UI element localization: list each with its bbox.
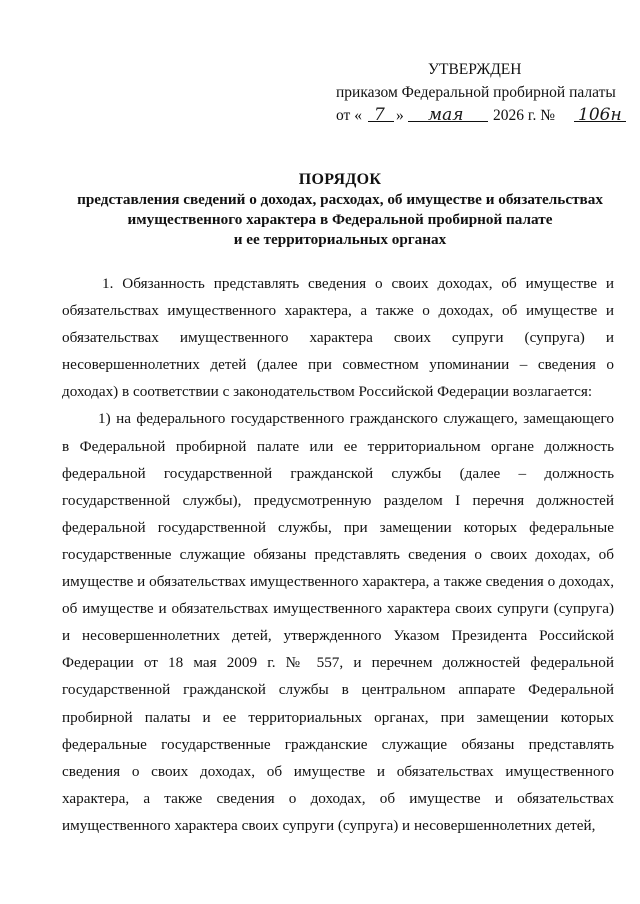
date-prefix: от « — [336, 107, 362, 124]
approval-status: УТВЕРЖДЕН — [428, 61, 522, 78]
date-month-handwritten: мая — [428, 105, 464, 125]
approval-order-text: приказом Федеральной пробирной палаты — [336, 84, 616, 101]
document-title: ПОРЯДОК — [298, 171, 382, 188]
document-title-block — [40, 170, 640, 250]
approval-stamp — [336, 58, 626, 127]
date-close-quote: » — [396, 107, 404, 124]
document-subtitle-line: имущественного характера в Федеральной пробирной палате — [127, 211, 553, 228]
order-number-handwritten: 106н — [578, 105, 622, 125]
document-body — [62, 270, 614, 839]
paragraph-1: 1. Обязанность представлять сведения о своих доходах, об имуществе и обязательствах имущественного характера, а также о доходах, об имуществе и обязательствах имущественного характера своих супруги (супруга) и несовершеннолетних детей (далее при совместном упоминании – сведения о доходах) в соответствии с законодательством Российской Федерации возлагается: — [62, 275, 614, 401]
document-subtitle-line: и ее территориальных органах — [233, 231, 447, 248]
document-subtitle-line: представления сведений о доходах, расходах, об имуществе и обязательствах — [77, 191, 603, 208]
approval-date-line — [336, 104, 626, 127]
date-year: 2026 г. № — [493, 107, 556, 124]
paragraph-1-item-1: 1) на федерального государственного гражданского служащего, замещающего в Федеральной пробирной палате или ее территориальном органе должность федеральной государственной гражданской службы (далее – должность государственной службы), предусмотренную разделом I перечня должностей федеральной государственной службы, при замещении которых федеральные государственные служащие обязаны представлять сведения о своих доходах, об имуществе и обязательствах имущественного характера, а также сведения о доходах, об имуществе и обязательствах имущественного характера своих супруги (супруга) и несовершеннолетних детей, утвержденного Указом Президента Российской Федерации от 18 мая 2009 г. № 557, и перечнем должностей федеральной государственной гражданской службы в центральном аппарате Федеральной пробирной палаты и ее территориальных органах, при замещении которых федеральные государственные гражданские служащие обязаны представлять сведения о своих доходах, об имуществе и обязательствах имущественного характера, а также сведения о доходах, об имуществе и обязательствах имущественного характера своих супруги (супруга) и несовершеннолетних детей, — [62, 410, 614, 834]
date-day-handwritten: 7 — [374, 105, 385, 125]
